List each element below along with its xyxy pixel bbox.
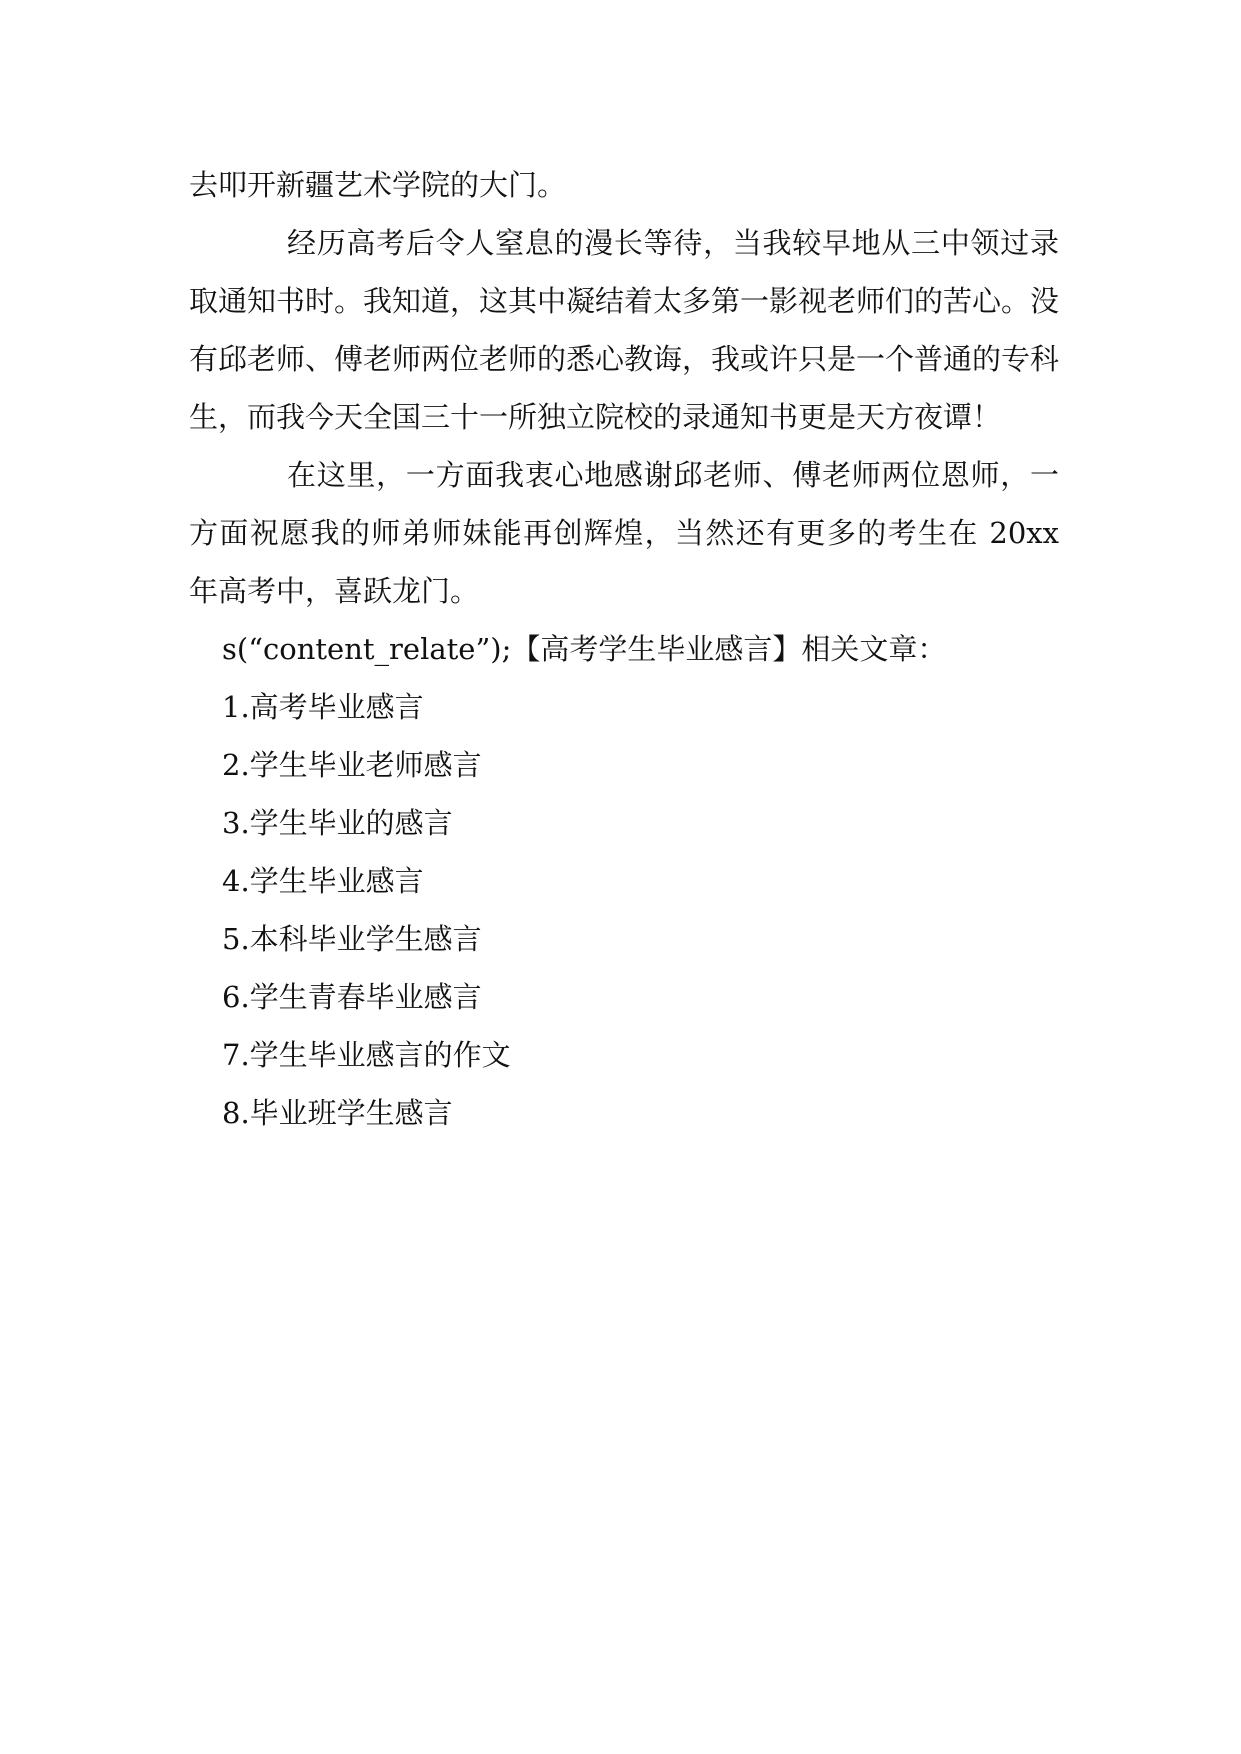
related-article-link[interactable]: 7.学生毕业感言的作文 — [222, 1038, 511, 1072]
document-body — [189, 156, 1059, 1142]
related-article-link[interactable]: 3.学生毕业的感言 — [222, 806, 453, 840]
related-article-link[interactable]: 6.学生青春毕业感言 — [222, 980, 482, 1014]
related-article-link[interactable]: 1.高考毕业感言 — [222, 690, 424, 724]
paragraph-admission: 经历高考后令人窒息的漫长等待，当我较早地从三中领过录取通知书时。我知道，这其中凝结着太多第一影视老师们的苦心。没有邱老师、傅老师两位老师的悉心教诲，我或许只是一个普通的专科生，而我今天全国三十一所独立院校的录通知书更是天方夜谭！ — [189, 226, 1060, 434]
related-article-link[interactable]: 8.毕业班学生感言 — [222, 1096, 453, 1130]
related-article-link[interactable]: 5.本科毕业学生感言 — [222, 922, 482, 956]
related-article-link[interactable]: 4.学生毕业感言 — [222, 864, 424, 898]
paragraph-continuation: 去叩开新疆艺术学院的大门。 — [189, 168, 567, 202]
related-article-link[interactable]: 2.学生毕业老师感言 — [222, 748, 482, 782]
related-articles-list — [189, 678, 1059, 1142]
paragraph-thanks: 在这里，一方面我衷心地感谢邱老师、傅老师两位恩师，一方面祝愿我的师弟师妹能再创辉煌，当然还有更多的考生在 20xx 年高考中，喜跃龙门。 — [189, 458, 1059, 608]
related-articles-heading: s(“content_relate”);【高考学生毕业感言】相关文章： — [222, 632, 947, 666]
